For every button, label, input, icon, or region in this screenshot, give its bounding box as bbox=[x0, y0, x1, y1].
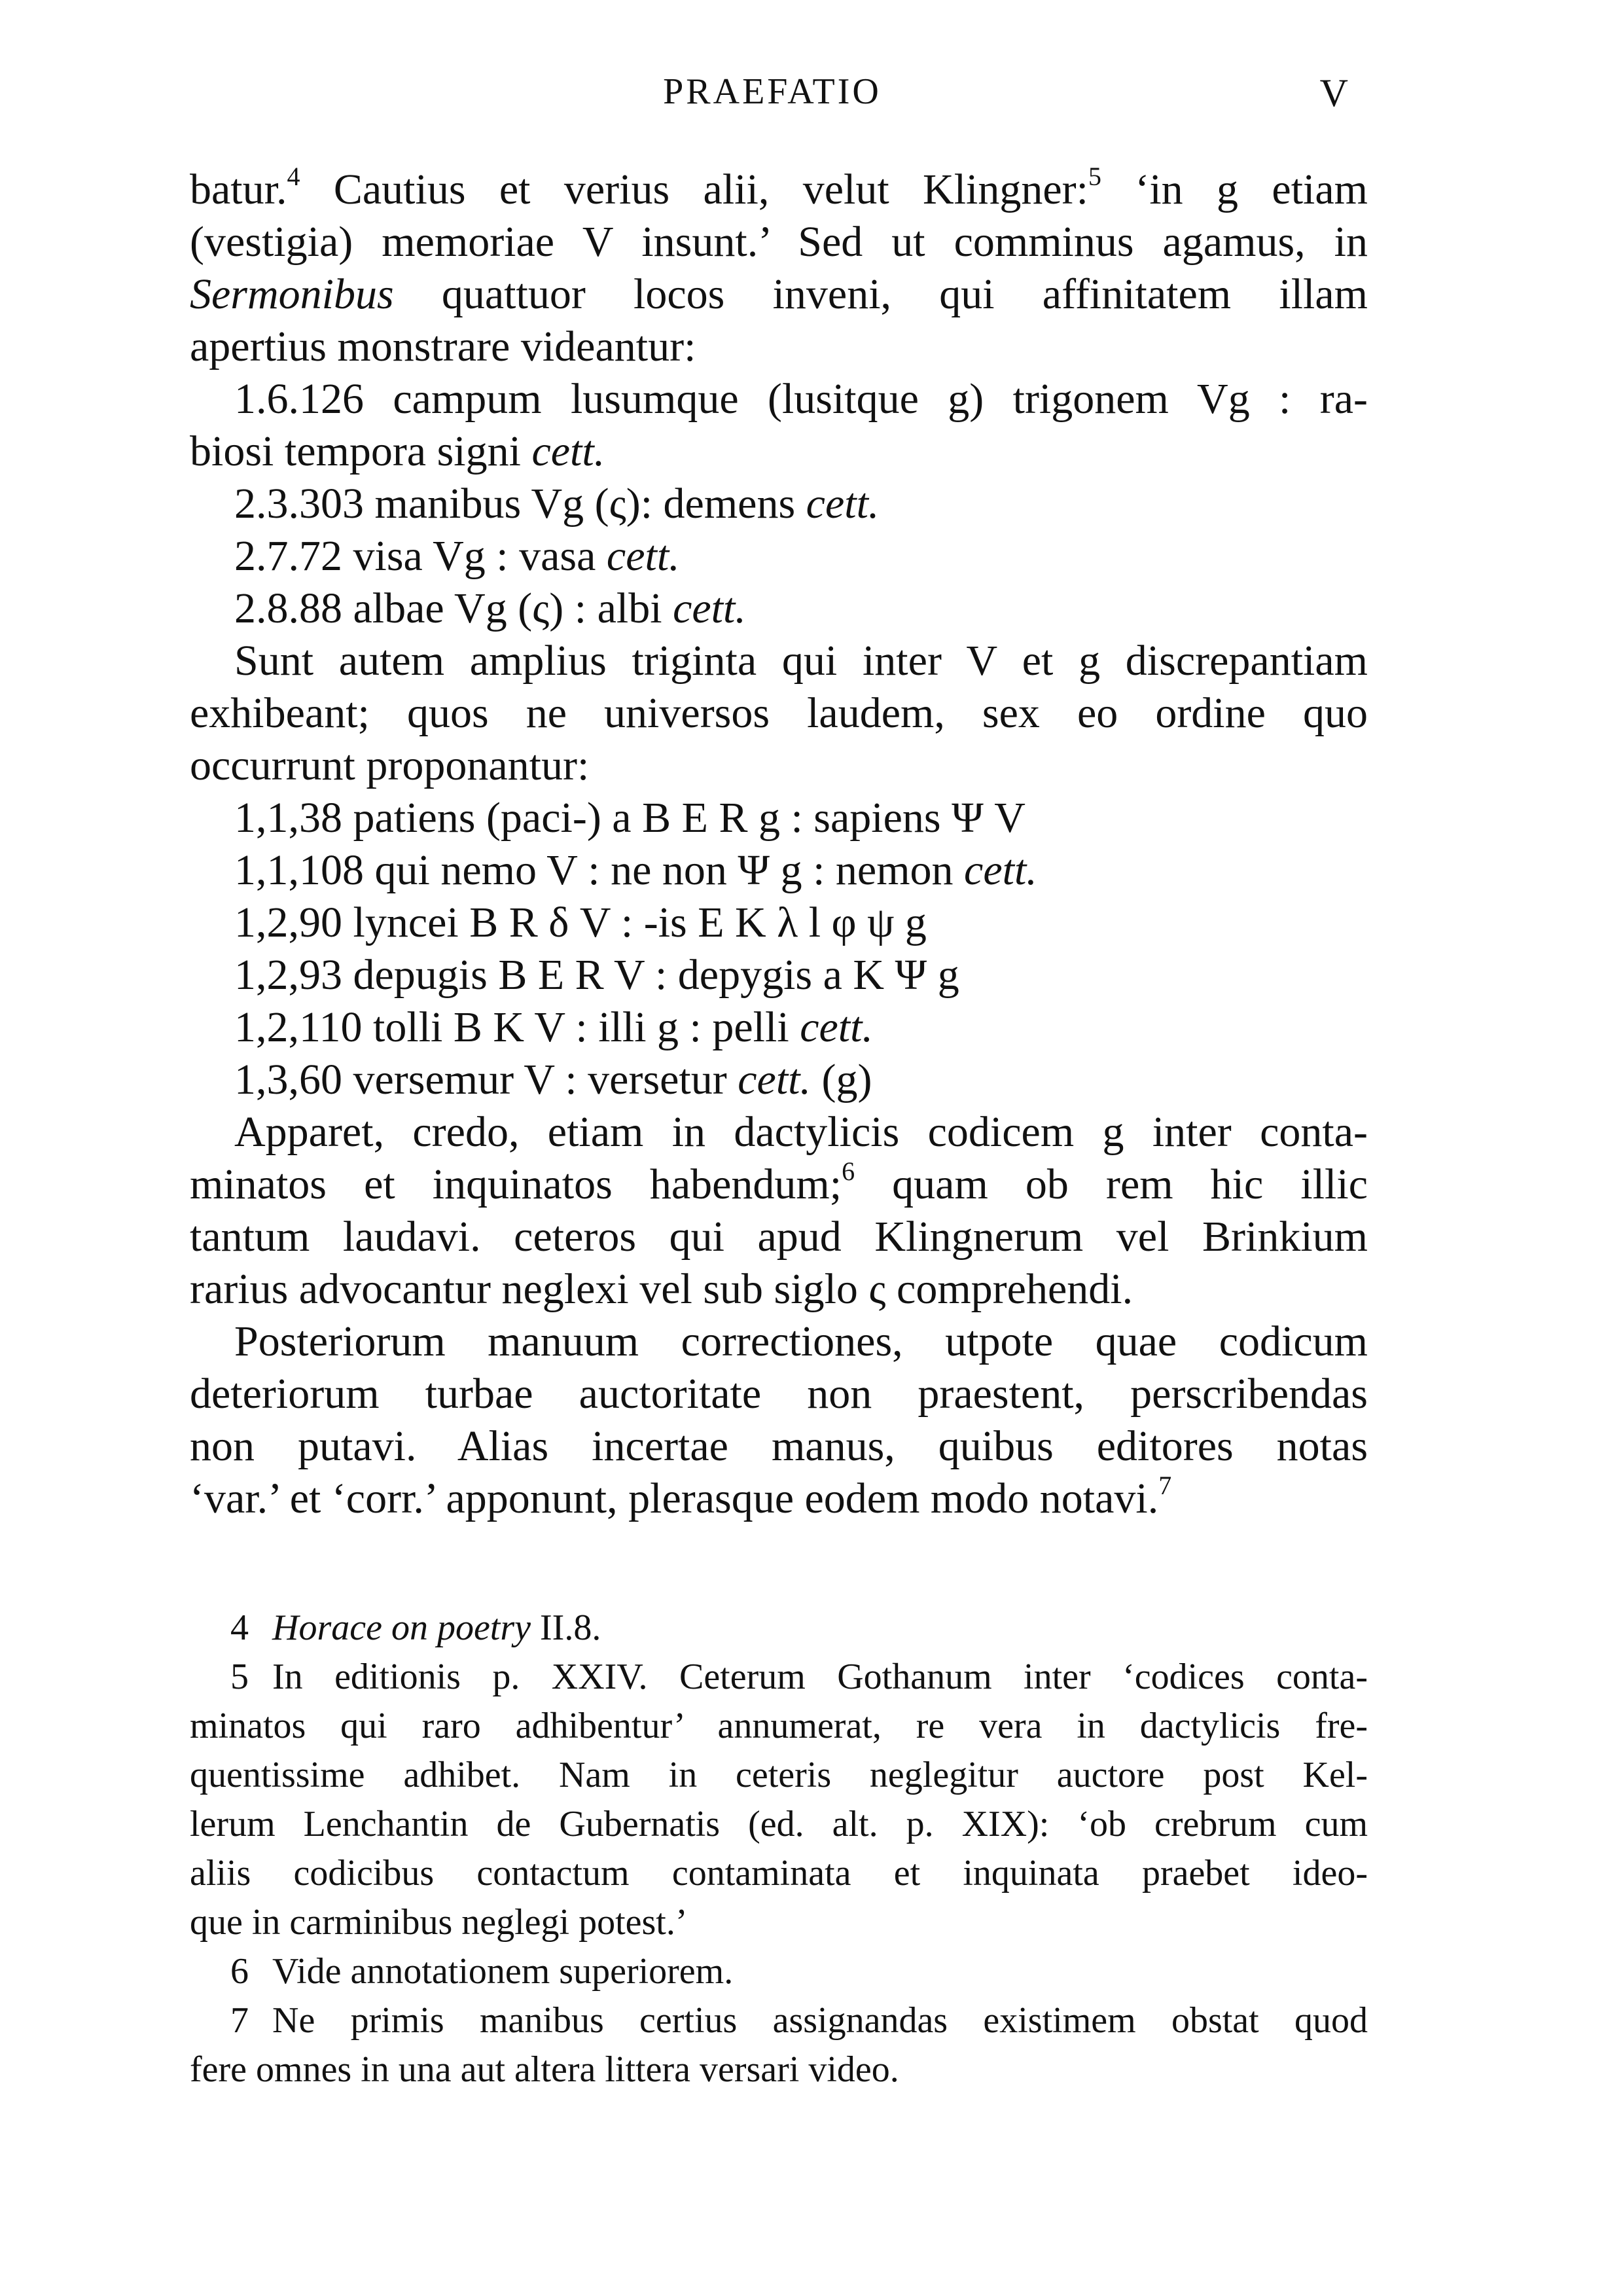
footnote-7: 7 Ne primis manibus certius assignandas existimem obstat quod bbox=[230, 2000, 1368, 2041]
list-2-entry-1: 1,1,38 patiens (paci-) a B E R g : sapiens Ψ V bbox=[234, 794, 1026, 842]
footnote-ref-5[interactable]: 5 bbox=[1088, 162, 1101, 191]
paragraph-3-line-1: Apparet, credo, etiam in dactylicis codicem g inter conta- bbox=[234, 1108, 1368, 1156]
running-title: PRAEFATIO bbox=[663, 71, 882, 112]
footnote-5-line-4: lerum Lenchantin de Gubernatis (ed. alt. p. XIX): ‘ob crebrum cum bbox=[190, 1804, 1368, 1844]
list-1-entry-3: 2.7.72 visa Vg : vasa cett. bbox=[234, 532, 680, 580]
main-text bbox=[190, 164, 1368, 1525]
paragraph-4-line-4: ‘var.’ et ‘corr.’ apponunt, plerasque eodem modo notavi.$^7$ bbox=[190, 1471, 1172, 1522]
paragraph-4-line-2: deteriorum turbae auctoritate non praestent, perscribendas bbox=[190, 1370, 1368, 1418]
paragraph-4-line-1: Posteriorum manuum correctiones, utpote quae codicum bbox=[234, 1318, 1368, 1365]
work-title: Sermonibus bbox=[190, 270, 394, 318]
footnote-5-line-5: aliis codicibus contactum contaminata et inquinata praebet ideo- bbox=[190, 1853, 1368, 1893]
footnote-4: 4 Horace on poetry II.8. bbox=[230, 1607, 601, 1648]
footnotes bbox=[190, 1604, 1368, 2094]
paragraph-4-line-3: non putavi. Alias incertae manus, quibus editores notas bbox=[190, 1422, 1368, 1470]
list-1-entry-1: 1.6.126 campum lusumque (lusitque g) trigonem Vg : ra- bbox=[234, 375, 1368, 423]
footnote-ref-7[interactable]: 7 bbox=[1158, 1471, 1172, 1500]
footnote-ref-4[interactable]: 4 bbox=[287, 162, 300, 191]
paragraph-1-line-4: apertius monstrare videantur: bbox=[190, 323, 696, 370]
list-2-entry-6: 1,3,60 versemur V : versetur cett. (g) bbox=[234, 1056, 872, 1103]
page-number: V bbox=[1319, 71, 1348, 115]
footnote-5: 5 In editionis p. XXIV. Ceterum Gothanum inter ‘codices conta- bbox=[230, 1657, 1368, 1697]
footnote-7-line-2: fere omnes in una aut altera littera versari video. bbox=[190, 2049, 899, 2090]
paragraph-1-line-2: (vestigia) memoriae V insunt.’ Sed ut comminus agamus, in bbox=[190, 218, 1368, 266]
footnote-5-line-6: que in carminibus neglegi potest.’ bbox=[190, 1902, 688, 1943]
list-1-entry-2: 2.3.303 manibus Vg (ς): demens cett. bbox=[234, 480, 880, 528]
paragraph-2-line-1: Sunt autem amplius triginta qui inter V et g discrepantiam bbox=[234, 637, 1368, 685]
list-2-entry-5: 1,2,110 tolli B K V : illi g : pelli cett. bbox=[234, 1003, 873, 1051]
paragraph-1-line-1: batur.$^4$ Cautius et verius alii, velut Klingner:$^5$ ‘in g etiam bbox=[190, 162, 1368, 213]
footnote-6: 6 Vide annotationem superiorem. bbox=[230, 1951, 734, 1992]
paragraph-3-line-4: rarius advocantur neglexi vel sub siglo ς comprehendi. bbox=[190, 1265, 1133, 1313]
footnote-5-line-3: quentissime adhibet. Nam in ceteris neglegitur auctore post Kel- bbox=[190, 1755, 1368, 1795]
paragraph-2-line-3: occurrunt proponantur: bbox=[190, 742, 590, 789]
list-2-entry-2: 1,1,108 qui nemo V : ne non Ψ g : nemon cett. bbox=[234, 846, 1037, 894]
paragraph-2-line-2: exhibeant; quos ne universos laudem, sex eo ordine quo bbox=[190, 689, 1368, 737]
list-1-entry-4: 2.8.88 albae Vg (ς) : albi cett. bbox=[234, 584, 746, 632]
paragraph-3-line-2: minatos et inquinatos habendum;$^6$ quam ob rem hic illic bbox=[190, 1157, 1368, 1208]
list-2-entry-3: 1,2,90 lyncei B R δ V : -is E K λ l φ ψ g bbox=[234, 899, 927, 946]
page-header bbox=[190, 71, 1355, 123]
list-2-entry-4: 1,2,93 depugis B E R V : depygis a K Ψ g bbox=[234, 951, 959, 999]
footnote-ref-6[interactable]: 6 bbox=[842, 1157, 855, 1186]
paragraph-3-line-3: tantum laudavi. ceteros qui apud Klingnerum vel Brinkium bbox=[190, 1213, 1368, 1261]
list-1-entry-1-cont: biosi tempora signi cett. bbox=[190, 427, 605, 475]
footnote-5-line-2: minatos qui raro adhibentur’ annumerat, re vera in dactylicis fre- bbox=[190, 1706, 1368, 1746]
paragraph-1-line-3: Sermonibus quattuor locos inveni, qui affinitatem illam bbox=[190, 270, 1368, 318]
